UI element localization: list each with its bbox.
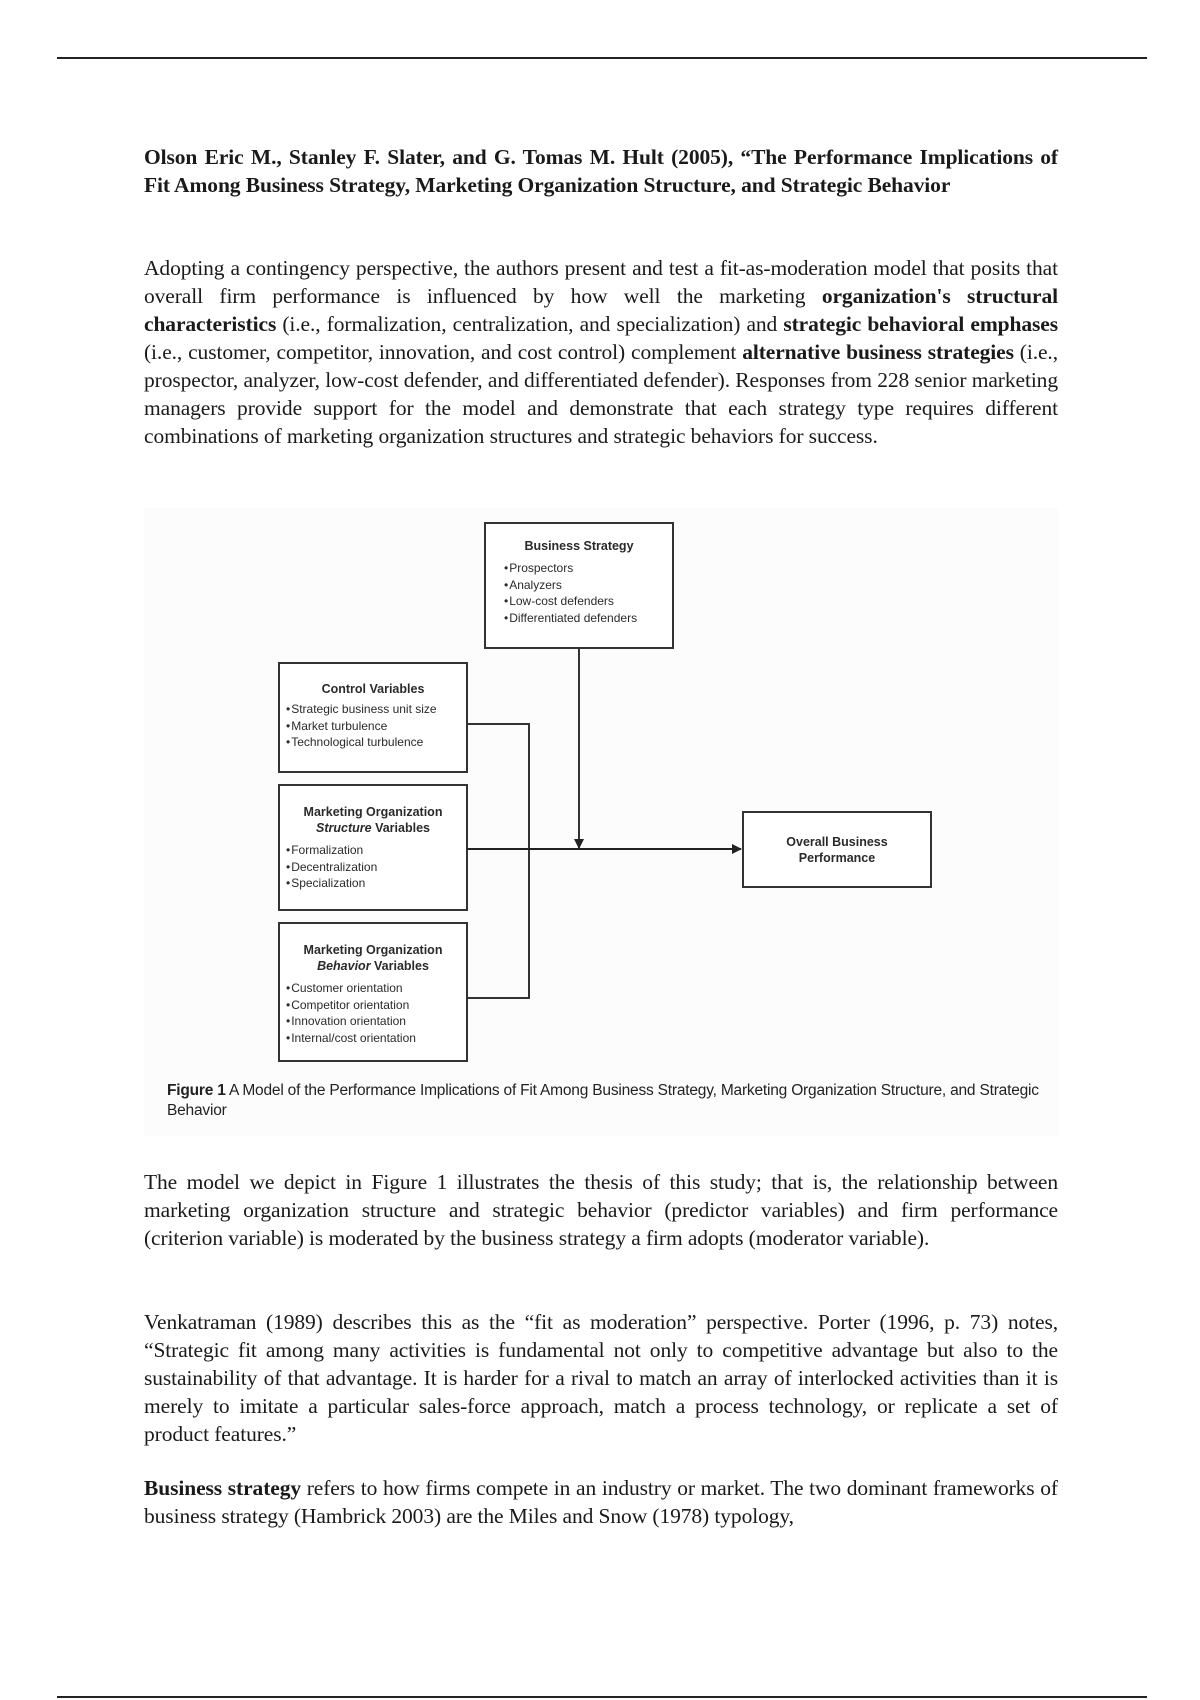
heading-line: Performance: [798, 851, 876, 865]
overall-performance-box: [742, 811, 932, 888]
body-paragraph: Venkatraman (1989) describes this as the “fit as moderation” perspective. Porter (1996, p. 73) notes, “Strategic fit among many activities is fundamental not only to competitive advantage but also to the sustainability of that advantage. It is harder for a rival to match an array of interlocked activities than it is merely to imitate a particular sales-force approach, match a process technology, or replicate a set of product features.”: [144, 1310, 1058, 1446]
abstract-text: (i.e., customer, competitor, innovation, and cost control) complement: [144, 340, 743, 364]
abstract-text: (i.e., formalization, centralization, and specialization) and: [276, 312, 784, 336]
figure-label: Figure 1: [167, 1082, 226, 1099]
list-item: • Competitor orientation: [286, 997, 466, 1014]
body-paragraph: [144, 1474, 1058, 1530]
citation-title: Olson Eric M., Stanley F. Slater, and G. Tomas M. Hult (2005), “The Performance Implications of Fit Among Business Strategy, Marketing Organization Structure, and Strategic Behavior: [144, 145, 1058, 197]
list-item: • Market turbulence: [286, 718, 466, 735]
abstract-emphasis: organization's structural characteristics: [144, 284, 1058, 336]
list-item: • Formalization: [286, 842, 466, 859]
abstract-text: (i.e., prospector, analyzer, low-cost defender, and differentiated defender). Responses from 228 senior marketing managers provide support for the model and demonstrate that each strategy type requires different combinations of marketing organization structures and strategic behaviors for success.: [144, 340, 1058, 448]
list-item: • Customer orientation: [286, 980, 466, 997]
box-heading: Control Variables: [321, 682, 425, 696]
list-item: • Strategic business unit size: [286, 701, 466, 718]
heading-line: [280, 958, 466, 974]
list-item: • Decentralization: [286, 859, 466, 876]
box-heading: [280, 804, 466, 836]
control-variables-box: [278, 662, 468, 773]
box-heading: [744, 834, 930, 866]
list-item: • Analyzers: [504, 577, 672, 594]
figure-caption: [167, 1081, 1047, 1121]
list-item: • Internal/cost orientation: [286, 1030, 466, 1047]
structure-variables-box: [278, 784, 468, 911]
abstract-text: Adopting a contingency perspective, the authors present and test a fit-as-moderation model that posits that overall firm performance is influenced by how well the marketing: [144, 256, 1058, 308]
abstract-emphasis: strategic behavioral emphases: [783, 312, 1058, 336]
list-item: • Prospectors: [504, 560, 672, 577]
list-item: • Specialization: [286, 875, 466, 892]
abstract-emphasis: alternative business strategies: [742, 340, 1014, 364]
list-item: • Differentiated defenders: [504, 610, 672, 627]
heading-line: Overall Business: [786, 835, 888, 849]
heading-rest: Variables: [370, 959, 429, 973]
list-item: • Innovation orientation: [286, 1013, 466, 1030]
heading-line: Marketing Organization: [303, 943, 443, 957]
body-paragraph: The model we depict in Figure 1 illustrates the thesis of this study; that is, the relationship between marketing organization structure and strategic behavior (predictor variables) and firm performance (criterion variable) is moderated by the business strategy a firm adopts (moderator variable).: [144, 1170, 1058, 1250]
bottom-rule: [57, 1696, 1147, 1698]
business-strategy-box: [484, 522, 674, 649]
list-item: • Low-cost defenders: [504, 593, 672, 610]
heading-rest: Variables: [371, 821, 430, 835]
heading-line: Marketing Organization: [303, 805, 443, 819]
heading-italic: Behavior: [317, 959, 371, 973]
heading-italic: Structure: [316, 821, 372, 835]
heading-line: [280, 820, 466, 836]
abstract-paragraph: [144, 254, 1058, 450]
caption-text: A Model of the Performance Implications of Fit Among Business Strategy, Marketing Organization Structure, and Strategic Behavior: [167, 1082, 1039, 1119]
top-rule: [57, 57, 1147, 59]
list-item: • Technological turbulence: [286, 734, 466, 751]
paragraph-text: refers to how firms compete in an industry or market. The two dominant frameworks of business strategy (Hambrick 2003) are the Miles and Snow (1978) typology,: [144, 1476, 1058, 1528]
box-heading: Business Strategy: [524, 539, 634, 553]
behavior-variables-box: [278, 922, 468, 1062]
box-heading: [280, 942, 466, 974]
term-emphasis: Business strategy: [144, 1476, 301, 1500]
